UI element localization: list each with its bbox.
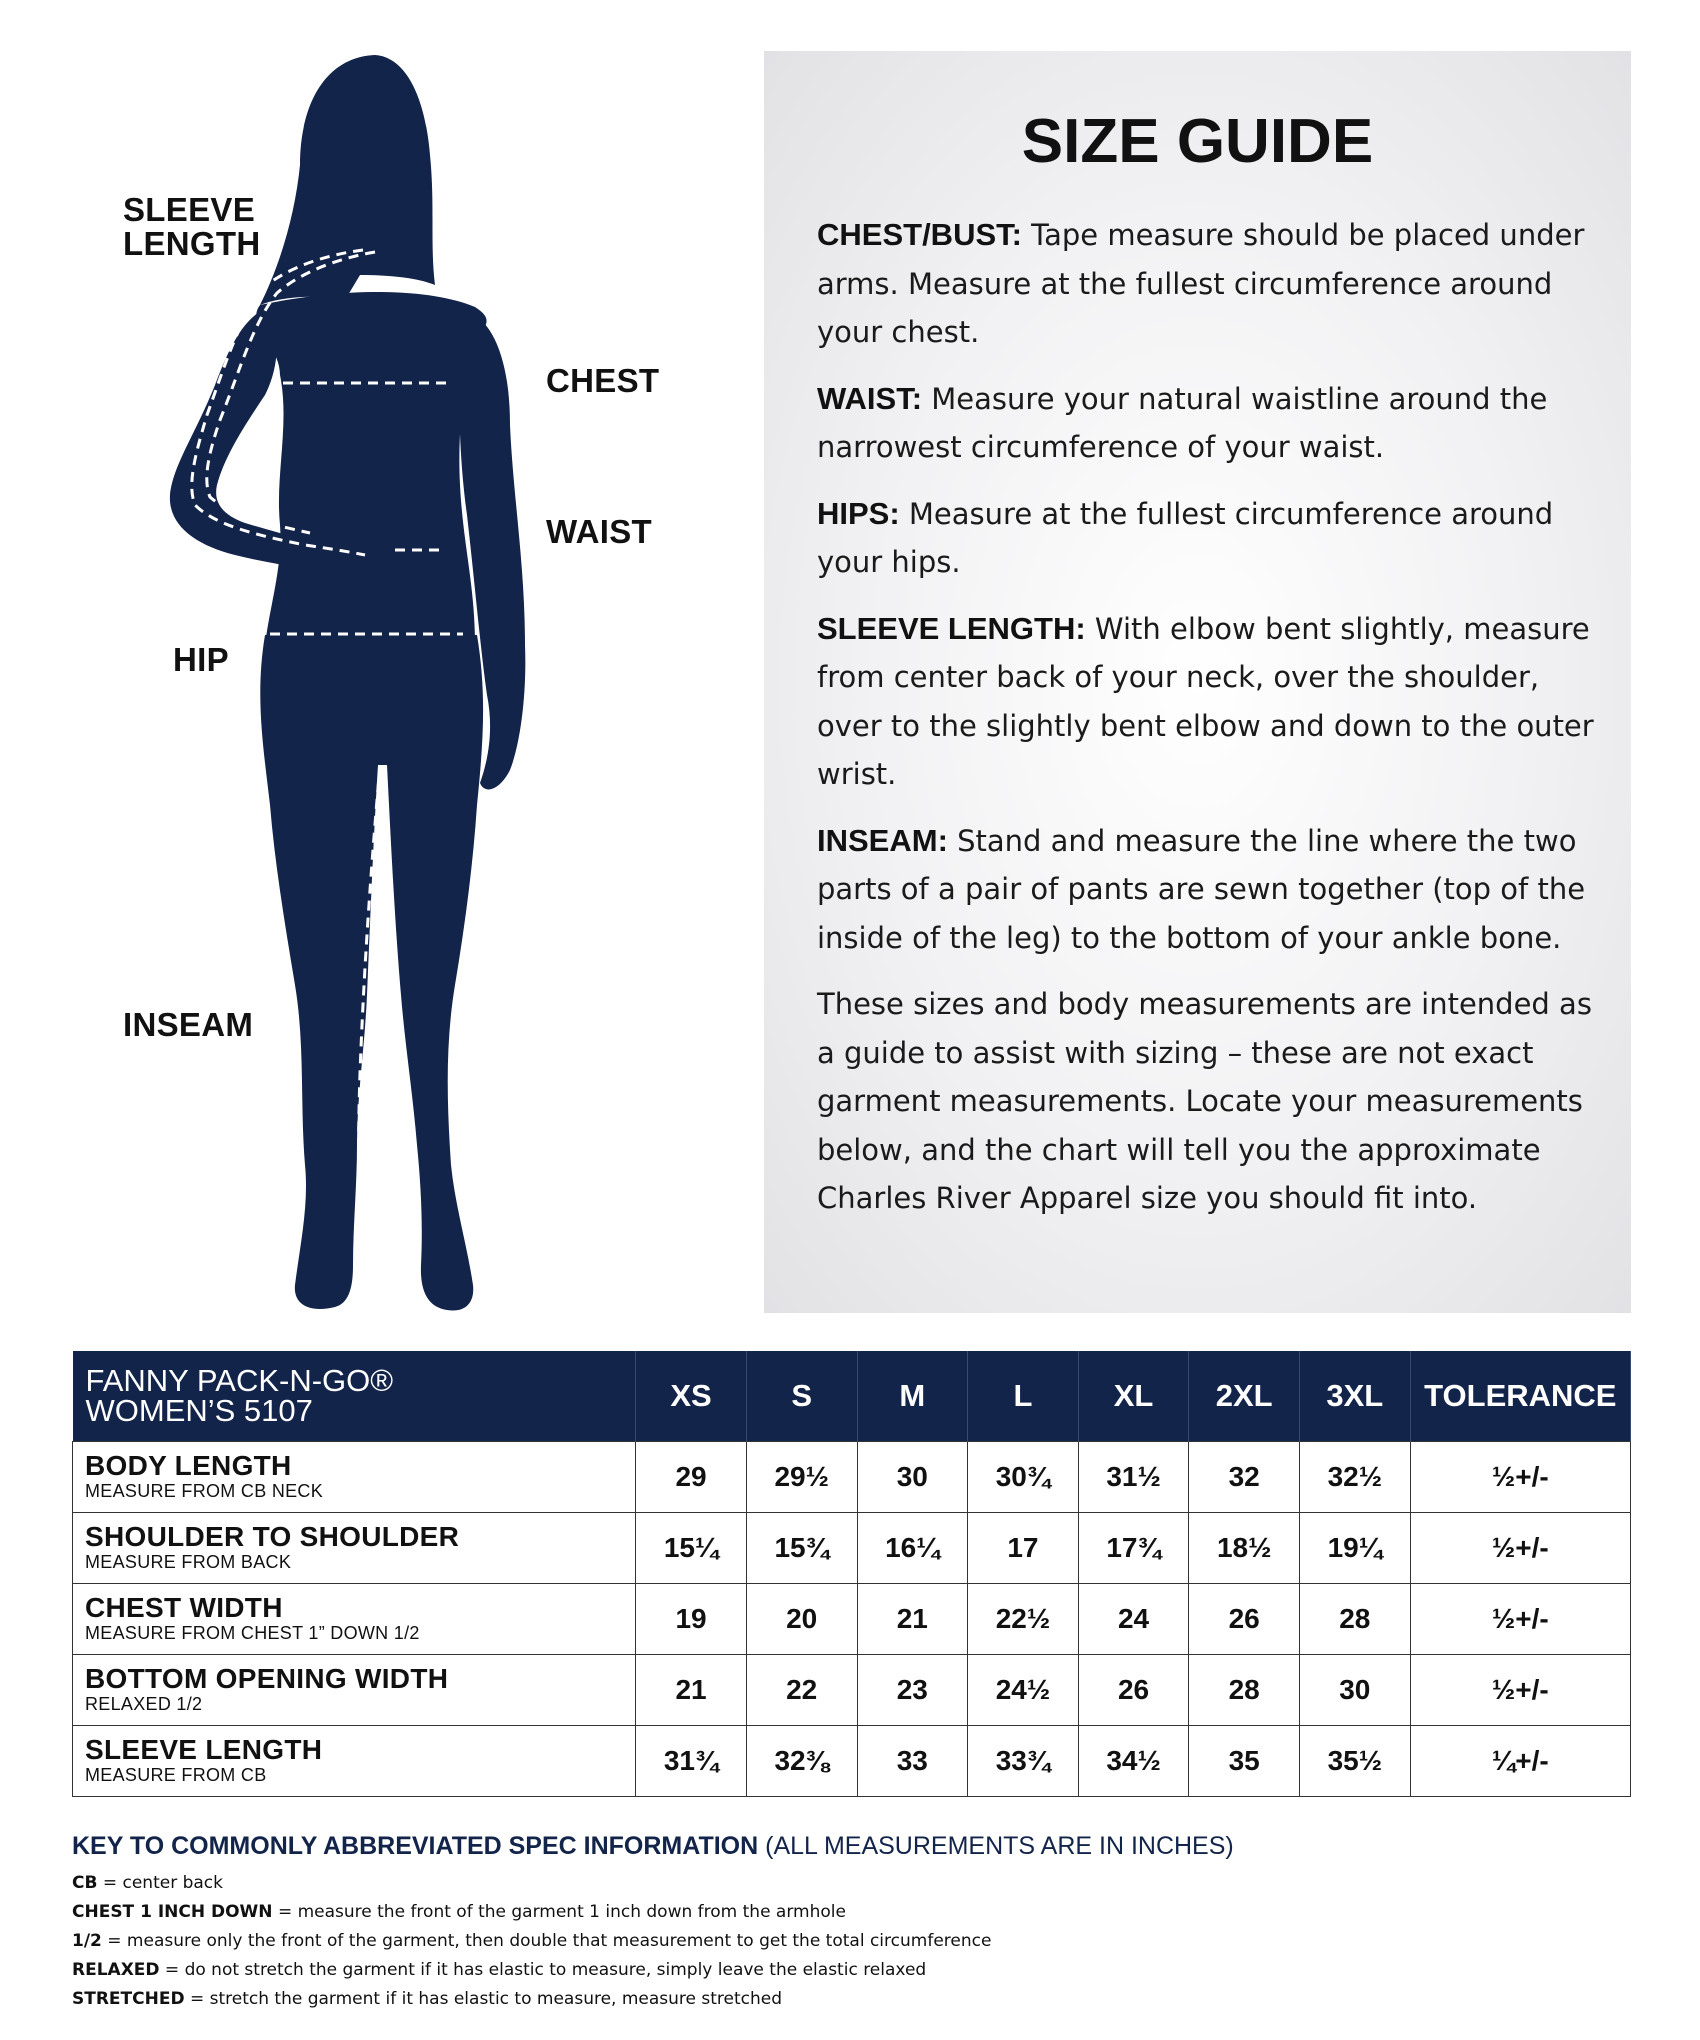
key-line <box>72 1956 1572 1985</box>
guide-term: WAIST: <box>817 380 923 416</box>
size-value-cell: ¼+/- <box>1410 1726 1630 1797</box>
size-value-cell: 26 <box>1078 1655 1189 1726</box>
key-term: CHEST 1 INCH DOWN <box>72 1902 273 1922</box>
key-line <box>72 1869 1572 1898</box>
table-title-line1: FANNY PACK-N-GO® <box>85 1363 394 1398</box>
guide-item-inseam <box>817 817 1597 963</box>
guide-term: SLEEVE LENGTH: <box>817 610 1086 646</box>
size-value-cell: 22½ <box>968 1584 1079 1655</box>
col-header: L <box>968 1351 1079 1442</box>
size-guide-body <box>817 211 1597 1241</box>
col-header: XL <box>1078 1351 1189 1442</box>
table-title-line2: WOMEN’S 5107 <box>85 1393 313 1428</box>
key-text: = do not stretch the garment if it has elastic to measure, simply leave the elastic relaxed <box>159 1960 927 1980</box>
guide-text: Measure your natural waistline around the narrowest circumference of your waist. <box>817 381 1548 464</box>
table-header-row <box>73 1351 1631 1442</box>
size-value-cell: 35½ <box>1300 1726 1411 1797</box>
table-row <box>73 1584 1631 1655</box>
guide-term: CHEST/BUST: <box>817 217 1022 252</box>
key-text: = measure the front of the garment 1 inch down from the armhole <box>272 1902 846 1922</box>
col-header: 2XL <box>1189 1351 1300 1442</box>
body-measurement-figure <box>95 45 695 1335</box>
size-value-cell: 32⅜ <box>746 1726 857 1797</box>
size-value-cell: 30 <box>857 1442 968 1513</box>
key-line <box>72 1985 1572 2014</box>
measurement-instruction: RELAXED 1/2 <box>85 1694 203 1714</box>
col-header: TOLERANCE <box>1410 1351 1630 1442</box>
table-row <box>73 1442 1631 1513</box>
guide-note: These sizes and body measurements are intended as a guide to assist with sizing – these are not exact garment measurements. Locate your measurements below, and the chart will tell you the approximate Charles River Apparel size you should fit into. <box>817 987 1592 1215</box>
size-value-cell: 24½ <box>968 1655 1079 1726</box>
key-text: = center back <box>97 1873 223 1893</box>
size-value-cell: 35 <box>1189 1726 1300 1797</box>
measurement-name: SHOULDER TO SHOULDER <box>85 1521 460 1552</box>
size-value-cell: ½+/- <box>1410 1513 1630 1584</box>
size-value-cell: 34½ <box>1078 1726 1189 1797</box>
size-value-cell: 33¾ <box>968 1726 1079 1797</box>
size-guide-panel <box>764 51 1631 1313</box>
measurement-cell <box>73 1442 636 1513</box>
col-header: S <box>746 1351 857 1442</box>
label-inseam: INSEAM <box>123 1006 254 1043</box>
table-title-cell <box>73 1351 636 1442</box>
table-body <box>73 1442 1631 1797</box>
size-value-cell: 18½ <box>1189 1513 1300 1584</box>
size-value-cell: 19 <box>636 1584 747 1655</box>
size-value-cell: 33 <box>857 1726 968 1797</box>
guide-term: HIPS: <box>817 495 900 531</box>
size-value-cell: 20 <box>746 1584 857 1655</box>
size-value-cell: 17¾ <box>1078 1513 1189 1584</box>
measurement-name: BOTTOM OPENING WIDTH <box>85 1663 449 1694</box>
size-value-cell: ½+/- <box>1410 1655 1630 1726</box>
key-heading-bold: KEY TO COMMONLY ABBREVIATED SPEC INFORMATION <box>72 1832 759 1860</box>
key-heading-rest: (ALL MEASUREMENTS ARE IN INCHES) <box>758 1832 1234 1860</box>
size-value-cell: 26 <box>1189 1584 1300 1655</box>
guide-item-chest <box>817 211 1597 357</box>
key-line <box>72 1927 1572 1956</box>
table-row <box>73 1513 1631 1584</box>
label-waist: WAIST <box>546 513 652 550</box>
guide-text: Measure at the fullest circumference around your hips. <box>817 496 1554 579</box>
measurement-cell <box>73 1584 636 1655</box>
table-row <box>73 1726 1631 1797</box>
label-chest: CHEST <box>546 362 660 399</box>
measurement-instruction: MEASURE FROM CHEST 1” DOWN 1/2 <box>85 1623 420 1643</box>
key-term: CB <box>72 1873 98 1893</box>
measurement-instruction: MEASURE FROM BACK <box>85 1552 292 1572</box>
key-line <box>72 1898 1572 1927</box>
col-header: M <box>857 1351 968 1442</box>
measurement-instruction: MEASURE FROM CB NECK <box>85 1481 324 1501</box>
table-row <box>73 1655 1631 1726</box>
key-text: = stretch the garment if it has elastic to measure, measure stretched <box>184 1989 783 2009</box>
guide-term: INSEAM: <box>817 822 948 858</box>
label-sleeve-length: SLEEVE LENGTH <box>123 191 261 262</box>
abbreviation-key <box>72 1832 1572 2014</box>
size-value-cell: 15¾ <box>746 1513 857 1584</box>
key-text: = measure only the front of the garment, then double that measurement to get the total circumference <box>101 1931 992 1951</box>
guide-text: Tape measure should be placed under arms. Measure at the fullest circumference around your chest. <box>817 218 1585 349</box>
size-value-cell: 29 <box>636 1442 747 1513</box>
guide-text: Stand and measure the line where the two parts of a pair of pants are sewn together (top of the inside of the leg) to the bottom of your ankle bone. <box>817 823 1586 955</box>
size-value-cell: 30¾ <box>968 1442 1079 1513</box>
key-term: RELAXED <box>72 1960 160 1980</box>
size-value-cell: 30 <box>1300 1655 1411 1726</box>
guide-item-hips <box>817 490 1597 587</box>
col-header: XS <box>636 1351 747 1442</box>
size-value-cell: 32½ <box>1300 1442 1411 1513</box>
guide-text: With elbow bent slightly, measure from center back of your neck, over the shoulder, over to the slightly bent elbow and down to the outer wrist. <box>817 611 1594 791</box>
size-spec-table <box>72 1351 1631 1797</box>
size-value-cell: 28 <box>1300 1584 1411 1655</box>
key-heading <box>72 1832 1572 1861</box>
size-value-cell: 32 <box>1189 1442 1300 1513</box>
size-value-cell: 22 <box>746 1655 857 1726</box>
size-value-cell: 21 <box>636 1655 747 1726</box>
size-value-cell: ½+/- <box>1410 1442 1630 1513</box>
guide-item-sleeve <box>817 605 1597 799</box>
measurement-instruction: MEASURE FROM CB <box>85 1765 267 1785</box>
measurement-name: CHEST WIDTH <box>85 1592 283 1623</box>
size-value-cell: 21 <box>857 1584 968 1655</box>
label-hip: HIP <box>173 641 229 678</box>
size-value-cell: 29½ <box>746 1442 857 1513</box>
size-value-cell: ½+/- <box>1410 1584 1630 1655</box>
measurement-name: BODY LENGTH <box>85 1450 292 1481</box>
key-term: STRETCHED <box>72 1989 185 2009</box>
key-term: 1/2 <box>72 1931 102 1951</box>
measurement-cell <box>73 1655 636 1726</box>
size-guide-title: SIZE GUIDE <box>1021 107 1374 176</box>
size-value-cell: 16¼ <box>857 1513 968 1584</box>
size-value-cell: 28 <box>1189 1655 1300 1726</box>
size-value-cell: 17 <box>968 1513 1079 1584</box>
measurement-name: SLEEVE LENGTH <box>85 1734 323 1765</box>
guide-item-waist <box>817 375 1597 472</box>
col-header: 3XL <box>1300 1351 1411 1442</box>
size-value-cell: 23 <box>857 1655 968 1726</box>
size-value-cell: 31¾ <box>636 1726 747 1797</box>
size-value-cell: 19¼ <box>1300 1513 1411 1584</box>
size-value-cell: 24 <box>1078 1584 1189 1655</box>
size-value-cell: 15¼ <box>636 1513 747 1584</box>
measurement-cell <box>73 1726 636 1797</box>
size-value-cell: 31½ <box>1078 1442 1189 1513</box>
measurement-cell <box>73 1513 636 1584</box>
